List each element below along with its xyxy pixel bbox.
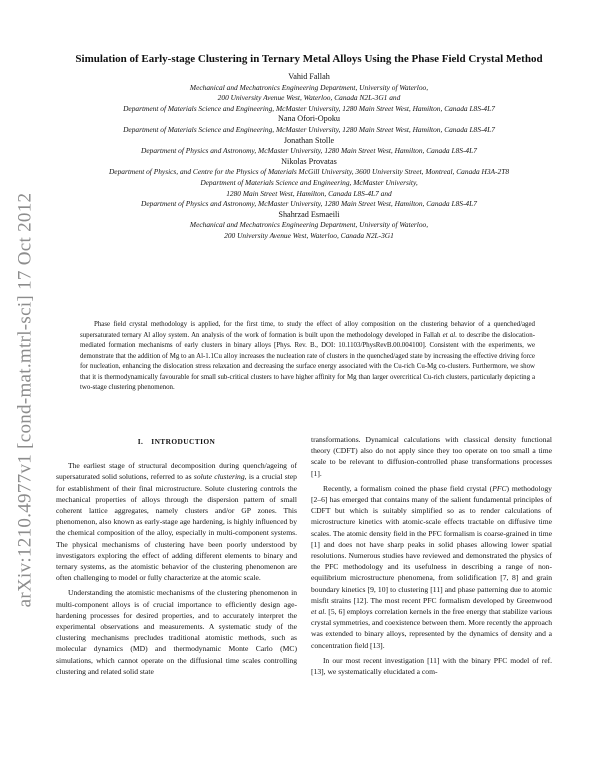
abstract-text: Phase field crystal methodology is applied, for the first time, to study the effect of alloy composition on the clustering behavior of a quenched/aged supersaturated ternary Al alloy system. An analysis of the work of formation is built upon the methodology developed in Fallah: [80, 321, 535, 339]
body-paragraph: In our most recent investigation [11] with the binary PFC model of ref. [13], we systematically elucidated a com-: [311, 655, 552, 677]
section-title: INTRODUCTION: [151, 437, 216, 446]
author-name: Nikolas Provatas: [281, 156, 337, 166]
body-emphasis: et al.: [311, 607, 327, 617]
author-group: [50, 114, 568, 135]
body-paragraph: [311, 483, 552, 651]
body-text: ) methodology [2–6] has emerged that contains many of the salient fundamental principles of CDFT but which is suitably simplified so as to render calculations of microstructure kinetics with atomic-scale effects tractable on diffusive time scales. The atomic density field in the PFC formalism is coarse-grained in time [1] and does not have sharp peaks in solid phases allowing lower spatial resolutions. Numerous studies have reviewed and demonstrated the physics of the PFC methodology and its usefulness in describing a range of non-equilibrium microstructure phenomena, from solidification [7, 8] and grain boundary kinetics [9, 10] to clustering [11] and phase patterning due to atomic misfit strains [12]. The most recent PFC formalism developed by Greenwood: [311, 483, 552, 605]
affiliation-line: Department of Materials Science and Engineering, McMaster University, 1280 Main Street West, Hamilton, Canada L8S-4L7: [123, 103, 495, 113]
paper-title: Simulation of Early-stage Clustering in Ternary Metal Alloys Using the Phase Field Crystal Method: [75, 53, 543, 65]
body-paragraph: transformations. Dynamical calculations with classical density functional theory (CDFT) also do not apply since they too operate on too small a time scale to be relevant to diffusion-controlled phase transformations processes [1].: [311, 435, 552, 478]
affiliation-line: 200 University Avenue West, Waterloo, Canada N2L-3G1: [224, 230, 394, 240]
section-number: I.: [137, 437, 144, 446]
body-emphasis: PFC: [492, 483, 507, 493]
body-text: , is a crucial step for establishment of their final microstructure. Solute clustering controls the mechanical properties of alloys through the dispersion pattern of small coherent lattice aggregates, namely clusters and/or GP zones. This phenomenon, also known as early-stage age hardening, is highly influenced by the chemical composition of the alloy, especially in multi-component systems. The physical mechanisms of clustering have been poorly understood by investigators exploring the effect of adding different elements to binary and ternary systems, as the atomistic behavior of the clustering phenomenon are often challenging to model or fully characterize at the atomic scale.: [56, 472, 297, 583]
body-text: [5, 6] employs correlation kernels in the free energy that stabilize various crystal symmetries, and coexistence between them. More recently the approach was extended to binary alloys, represented by the dynamics of density and a concentration field [13].: [311, 607, 553, 650]
author-block: [50, 72, 568, 242]
affiliation-line: 1280 Main Street West, Hamilton, Canada L8S-4L7 and: [226, 188, 392, 198]
affiliation-line: 200 University Avenue West, Waterloo, Canada N2L-3G1 and: [217, 93, 401, 103]
author-group: [50, 157, 568, 210]
author-name: Vahid Fallah: [288, 72, 330, 81]
abstract-text: to describe the dislocation-mediated formation mechanisms of early clusters in binary alloys [Phys. Rev. B., DOI: 10.1103/PhysRevB.00.004100]. Consistent with the experiments, we demonstrate that the addition of Mg to an Al-1.1Cu alloy increases the nucleation rate of clusters in the quenched/aged state by increasing the effective driving force for nucleation, enhancing the dislocation stress relaxation and decreasing the surface energy associated with the Cu-rich Cu-Mg co-clusters. Furthermore, we show that it is thermodynamically favourable for small sub-critical clusters to have higher affinity for Mg than larger overcritical Cu-rich clusters, particularly depicting a two-stage clustering phenomenon.: [80, 331, 535, 391]
affiliation-line: Department of Physics and Astronomy, McMaster University, 1280 Main Street West, Hamilton, Canada L8S-4L7: [141, 199, 477, 209]
right-column: [311, 434, 552, 681]
abstract-paragraph: [80, 320, 535, 394]
affiliation-line: Department of Materials Science and Engineering, McMaster University,: [200, 177, 418, 187]
author-name: Jonathan Stolle: [283, 135, 335, 145]
left-column: [56, 434, 297, 681]
affiliation-line: Department of Materials Science and Engineering, McMaster University, 1280 Main Street West, Hamilton, Canada L8S-4L7: [123, 124, 495, 134]
abstract: [80, 320, 535, 394]
body-paragraph: [56, 460, 297, 583]
body-text: Recently, a formalism coined the phase field crystal (: [323, 483, 493, 493]
body-emphasis: solute clustering: [193, 472, 245, 482]
arxiv-identifier-stamp: [7, 180, 43, 620]
author-name: Shahrzad Esmaeili: [278, 209, 340, 219]
affiliation-line: Department of Physics and Astronomy, McMaster University, 1280 Main Street West, Hamilton, Canada L8S-4L7: [141, 146, 477, 156]
body-text: The earliest stage of structural decomposition during quench/ageing of supersaturated solid solutions, referred to as: [56, 461, 297, 482]
affiliation-line: Mechanical and Mechatronics Engineering Department, University of Waterloo,: [189, 82, 429, 92]
affiliation-line: Mechanical and Mechatronics Engineering Department, University of Waterloo,: [189, 220, 429, 230]
section-heading: [56, 436, 297, 447]
author-group: [50, 210, 568, 242]
affiliation-line: Department of Physics, and Centre for the Physics of Materials McGill University, 3600 University Street, Montreal, Canada H3A-2T8: [108, 167, 510, 177]
arxiv-identifier-text: arXiv:1210.4977v1 [cond-mat.mtrl-sci] 17 Oct 2012: [14, 192, 35, 608]
abstract-et-al: et al.: [442, 331, 457, 339]
body-paragraph: Understanding the atomistic mechanisms of the clustering phenomenon in multi-component alloys is of crucial importance to efficiently design age-hardening processes for desired properties, and to accurately interpret the experimental observations and measurements. A systematic study of the clustering mechanisms precludes traditional atomistic methods, such as molecular dynamics (MD) and thermodynamic Monte Carlo (MC) simulations, which cannot operate on the diffusional time scales controlling clustering and related solid state: [56, 588, 297, 676]
author-name: Nana Ofori-Opoku: [277, 114, 341, 124]
author-group: [50, 72, 568, 114]
author-group: [50, 136, 568, 157]
